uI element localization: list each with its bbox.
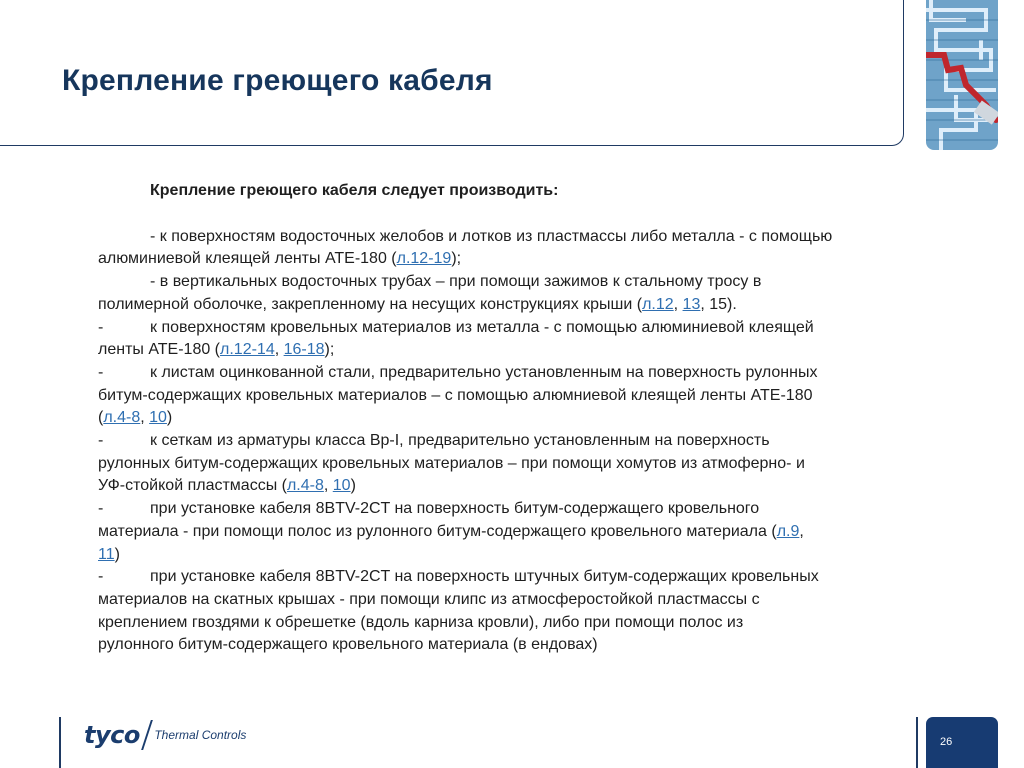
item-dash: - (98, 363, 104, 381)
item-text: поверхностям водосточных желобов и лотков из пластмассы либо металла - с помощью (171, 227, 833, 245)
item-link[interactable]: л.4-8 (286, 477, 324, 495)
list-item (98, 566, 918, 657)
footer-left-divider (59, 717, 61, 768)
item-dash: - (98, 500, 104, 518)
item-link[interactable]: л.9 (776, 522, 800, 540)
item-text: ленты АТЕ-180 ( (98, 341, 221, 359)
slide-title: Крепление греющего кабеля (62, 64, 493, 97)
item-link[interactable]: 11 (98, 545, 115, 563)
logo-slash (141, 720, 152, 750)
footer-right-divider (916, 717, 918, 768)
item-text: ) (166, 409, 173, 427)
item-text: при установке кабеля 8BTV-2CT на поверхность штучных битум-содержащих кровельных (150, 568, 819, 586)
item-link[interactable]: 10 (332, 477, 351, 495)
list-item: - к сеткам из арматуры класса Вр-I, предварительно установленным на поверхность рулонных битум-содержащих кровельных материалов – при помощи хомутов из атмоферно- и УФ-стойкой пластмассы (л.4-8, 10) (98, 432, 805, 495)
item-prefix: - к (150, 227, 172, 245)
item-text: креплением гвоздями к обрешетке (вдоль карниза кровли), либо при помощи полос из (98, 613, 744, 631)
page-number-box (926, 717, 998, 768)
maze-with-red-cable-image (926, 0, 998, 150)
item-text: полимерной оболочке, закрепленному на несущих конструкциях крыши ( (98, 295, 643, 313)
list-item: - в вертикальных водосточных трубах – при помощи зажимов к стальному тросу в полимерной оболочке, закрепленному на несущих конструкциях крыши (л.12, 13, 15). (98, 273, 762, 313)
slide-body (98, 180, 918, 657)
item-link[interactable]: 13 (682, 295, 701, 313)
item-link[interactable]: 10 (149, 409, 167, 427)
list-item: - к поверхностям кровельных материалов из металла - с помощью алюминиевой клеящей ленты АТЕ-180 (л.12-14, 16-18); (98, 318, 814, 359)
item-text: к сеткам из арматуры класса Вр-I, предварительно установленным на поверхность (150, 432, 770, 450)
item-text: материала - при помощи полос из рулонного битум-содержащего кровельного материала ( (98, 522, 777, 540)
item-text: ) (350, 477, 356, 495)
item-text: ( (98, 409, 104, 427)
list-item: - при установке кабеля 8BTV-2CT на поверхность битум-содержащего кровельного материала - при помощи полос из рулонного битум-содержащего кровельного материала (л.9, 11) (98, 500, 804, 563)
logo-brand: tyco (84, 721, 140, 749)
item-text: , 15). (700, 295, 737, 313)
item-text: битум-содержащих кровельных материалов – с помощью алюмниевой клеящей ленты АТЕ-180 (98, 386, 813, 404)
item-link[interactable]: 16-18 (283, 341, 325, 359)
item-text: алюминиевой клеящей ленты АТЕ-180 ( (98, 250, 397, 268)
item-dash: - (98, 432, 104, 450)
item-link[interactable]: л.4-8 (103, 409, 141, 427)
item-link[interactable]: л.12 (642, 295, 674, 313)
item-text: ); (324, 341, 335, 359)
item-text: - в вертикальных водосточных трубах – при помощи зажимов к стальному тросу в (150, 273, 762, 291)
item-text: УФ-стойкой пластмассы ( (98, 477, 287, 495)
item-dash: - (98, 568, 104, 586)
item-text: рулонного битум-содержащего кровельного материала (в ендовах) (98, 636, 598, 654)
item-text: ) (114, 545, 120, 563)
item-text: к листам оцинкованной стали, предварительно установленным на поверхность рулонных (150, 363, 818, 381)
list-item (98, 226, 918, 271)
logo-subtitle: Thermal Controls (154, 728, 247, 742)
item-text: ); (451, 250, 462, 268)
item-link[interactable]: л.12-14 (220, 341, 275, 359)
item-text: при установке кабеля 8BTV-2CT на поверхность битум-содержащего кровельного (150, 500, 760, 518)
item-text: материалов на скатных крышах - при помощи клипс из атмосферостойкой пластмассы с (98, 590, 760, 608)
list-item: - к листам оцинкованной стали, предварительно установленным на поверхность рулонных битум-содержащих кровельных материалов – с помощью алюмниевой клеящей ленты АТЕ-180 (л.4-8, 10) (98, 363, 818, 427)
item-link[interactable]: л.12-19 (396, 250, 452, 268)
body-subheading: Крепление греющего кабеля следует производить: (150, 182, 559, 199)
item-text: рулонных битум-содержащих кровельных материалов – при помощи хомутов из атмоферно- и (98, 454, 805, 472)
tyco-logo (84, 718, 246, 752)
page-number: 26 (940, 736, 953, 748)
item-text: к поверхностям кровельных материалов из металла - с помощью алюминиевой клеящей (150, 318, 814, 336)
item-dash: - (98, 318, 104, 336)
